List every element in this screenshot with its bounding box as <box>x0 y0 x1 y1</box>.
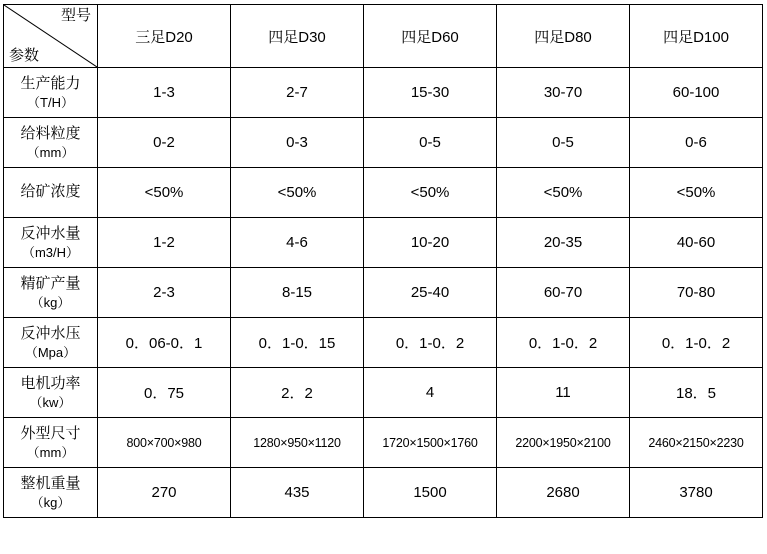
data-cell: 10-20 <box>364 218 497 268</box>
data-cell: 0．1-0．2 <box>497 318 630 368</box>
table-row <box>4 118 763 168</box>
data-cell: 2200×1950×2100 <box>497 418 630 468</box>
data-cell: 2460×2150×2230 <box>630 418 763 468</box>
row-label-text: 生产能力 <box>20 74 81 92</box>
data-cell: 30-70 <box>497 68 630 118</box>
row-label-text: 反冲水压 <box>20 324 81 342</box>
table-row <box>4 318 763 368</box>
row-label-cell <box>4 318 98 368</box>
row-unit-text: （m3/H） <box>21 244 80 260</box>
data-cell: <50% <box>231 168 364 218</box>
row-label-text: 外型尺寸 <box>20 424 81 442</box>
table-row <box>4 468 763 518</box>
data-cell: 40-60 <box>630 218 763 268</box>
header-param-label: 参数 <box>9 46 40 64</box>
data-cell: 0．1-0．15 <box>231 318 364 368</box>
data-cell: 435 <box>231 468 364 518</box>
row-unit-text: （kw） <box>29 394 72 410</box>
data-cell: 60-100 <box>630 68 763 118</box>
data-cell: 1-3 <box>98 68 231 118</box>
data-cell: 800×700×980 <box>98 418 231 468</box>
data-cell: 15-30 <box>364 68 497 118</box>
data-cell: 0-2 <box>98 118 231 168</box>
data-cell: 2．2 <box>231 368 364 418</box>
data-cell: 2-3 <box>98 268 231 318</box>
data-cell: 0．1-0．2 <box>630 318 763 368</box>
data-cell: 60-70 <box>497 268 630 318</box>
data-cell: 3780 <box>630 468 763 518</box>
table-row <box>4 368 763 418</box>
table-body <box>4 5 763 518</box>
row-label-cell <box>4 168 98 218</box>
row-unit-text: （kg） <box>30 494 71 510</box>
row-label-cell <box>4 418 98 468</box>
data-cell: 18．5 <box>630 368 763 418</box>
header-model-label: 型号 <box>60 7 91 24</box>
data-cell: 0．1-0．2 <box>364 318 497 368</box>
data-cell: <50% <box>98 168 231 218</box>
row-label-text: 整机重量 <box>20 474 81 492</box>
row-label-text: 电机功率 <box>20 374 81 392</box>
data-cell: 20-35 <box>497 218 630 268</box>
row-unit-text: （T/H） <box>27 94 74 110</box>
row-label-text: 给矿浓度 <box>20 183 81 201</box>
data-cell: 1500 <box>364 468 497 518</box>
data-cell: 25-40 <box>364 268 497 318</box>
row-unit-text: （Mpa） <box>24 344 77 360</box>
data-cell: 1720×1500×1760 <box>364 418 497 468</box>
data-cell: 0-5 <box>497 118 630 168</box>
row-label-text: 反冲水量 <box>20 224 81 242</box>
row-unit-text: （kg） <box>30 294 71 310</box>
data-cell: 4 <box>364 368 497 418</box>
column-header: 四足D80 <box>497 5 630 68</box>
table-header-row <box>4 5 763 68</box>
table-row <box>4 418 763 468</box>
data-cell: 0-6 <box>630 118 763 168</box>
row-label-cell <box>4 268 98 318</box>
row-label-cell <box>4 118 98 168</box>
header-corner-cell <box>4 5 98 68</box>
row-label-text: 给料粒度 <box>20 124 81 142</box>
row-label-cell <box>4 468 98 518</box>
data-cell: 8-15 <box>231 268 364 318</box>
data-cell: <50% <box>630 168 763 218</box>
row-label-text: 精矿产量 <box>20 274 81 292</box>
data-cell: 0-3 <box>231 118 364 168</box>
specification-table <box>3 4 763 518</box>
data-cell: 270 <box>98 468 231 518</box>
table-row <box>4 68 763 118</box>
data-cell: 70-80 <box>630 268 763 318</box>
data-cell: 2680 <box>497 468 630 518</box>
row-unit-text: （mm） <box>26 144 75 160</box>
table-row <box>4 218 763 268</box>
data-cell: 0．06-0．1 <box>98 318 231 368</box>
data-cell: 2-7 <box>231 68 364 118</box>
data-cell: 0．75 <box>98 368 231 418</box>
data-cell: 11 <box>497 368 630 418</box>
column-header: 四足D100 <box>630 5 763 68</box>
column-header: 四足D30 <box>231 5 364 68</box>
table-row <box>4 168 763 218</box>
data-cell: <50% <box>364 168 497 218</box>
data-cell: 4-6 <box>231 218 364 268</box>
column-header: 四足D60 <box>364 5 497 68</box>
data-cell: 1-2 <box>98 218 231 268</box>
table-row <box>4 268 763 318</box>
data-cell: <50% <box>497 168 630 218</box>
row-unit-text: （mm） <box>26 444 75 460</box>
column-header: 三足D20 <box>98 5 231 68</box>
data-cell: 1280×950×1120 <box>231 418 364 468</box>
data-cell: 0-5 <box>364 118 497 168</box>
row-label-cell <box>4 218 98 268</box>
row-label-cell <box>4 68 98 118</box>
row-label-cell <box>4 368 98 418</box>
